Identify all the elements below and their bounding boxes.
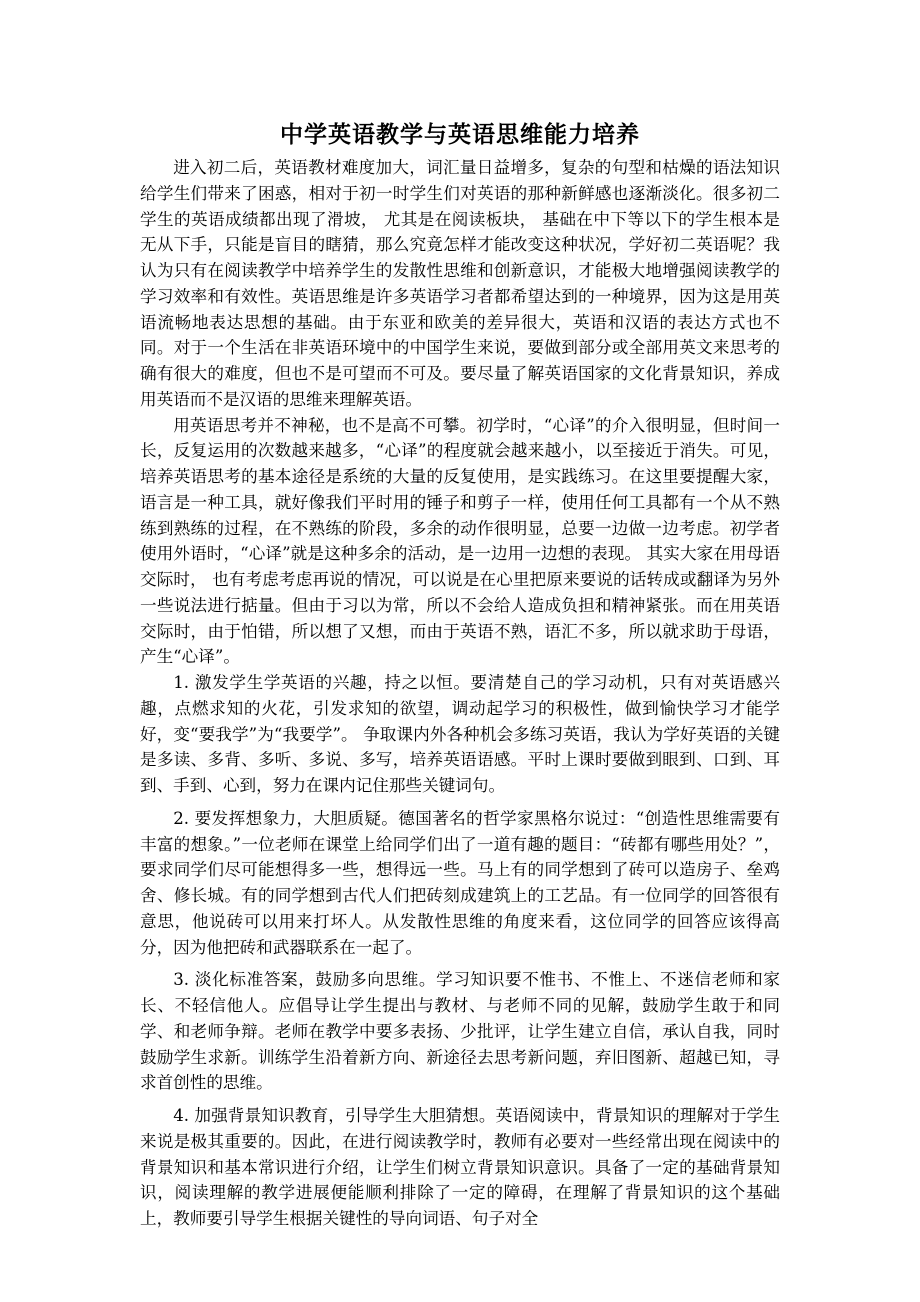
paragraph-point-2: 2. 要发挥想象力，大胆质疑。德国著名的哲学家黑格尔说过：“创造性思维需要有丰富的想象。”一位老师在课堂上给同学们出了一道有趣的题目：“砖都有哪些用处？”，要求同学们尽可能想得多一些，想得远一些。马上有的同学想到了砖可以造房子、垒鸡舍、修长城。有的同学想到古代人们把砖刻成建筑上的工艺品。有一位同学的回答很有意思，他说砖可以用来打坏人。从发散性思维的角度来看，这位同学的回答应该得高分，因为他把砖和武器联系在一起了。 xyxy=(140,808,780,957)
page-title: 中学英语教学与英语思维能力培养 xyxy=(280,122,640,148)
paragraph-point-3: 3. 淡化标准答案，鼓励多向思维。学习知识要不惟书、不惟上、不迷信老师和家长、不轻信他人。应倡导让学生提出与教材、与老师不同的见解，鼓励学生敢于和同学、和老师争辩。老师在教学中要多表扬、少批评，让学生建立自信，承认自我，同时鼓励学生求新。训练学生沿着新方向、新途径去思考新问题，弃旧图新、超越已知，寻求首创性的思维。 xyxy=(140,970,780,1093)
document-body xyxy=(140,118,780,1232)
paragraph-point-1: 1. 激发学生学英语的兴趣，持之以恒。要清楚自己的学习动机，只有对英语感兴趣，点燃求知的火花，引发求知的欲望，调动起学习的积极性，做到愉快学习才能学好，变“要我学”为“我要学”。 争取课内外各种机会多练习英语，我认为学好英语的关键是多读、多背、多听、多说、多写，培养英语语感。平时上课时要做到眼到、口到、耳到、手到、心到，努力在课内记住那些关键词句。 xyxy=(140,673,780,795)
paragraph-intro: 进入初二后，英语教材难度加大，词汇量日益增多，复杂的句型和枯燥的语法知识给学生们带来了困惑，相对于初一时学生们对英语的那种新鲜感也逐渐淡化。很多初二学生的英语成绩都出现了滑坡， 尤其是在阅读板块， 基础在中下等以下的学生根本是无从下手，只能是盲目的瞎猜，那么究竟怎样才能改变这种状况，学好初二英语呢？我认为只有在阅读教学中培养学生的发散性思维和创新意识，才能极大地增强阅读教学的学习效率和有效性。英语思维是许多英语学习者都希望达到的一种境界，因为这是用英语流畅地表达思想的基础。由于东亚和欧美的差异很大，英语和汉语的表达方式也不同。对于一个生活在非英语环境中的中国学生来说，要做到部分或全部用英文来思考的确有很大的难度，但也不是可望而不可及。要尽量了解英语国家的文化背景知识，养成用英语而不是汉语的思维来理解英语。 xyxy=(140,158,780,409)
paragraph-point-4: 4. 加强背景知识教育，引导学生大胆猜想。英语阅读中，背景知识的理解对于学生来说是极其重要的。因此，在进行阅读教学时，教师有必要对一些经常出现在阅读中的背景知识和基本常识进行介绍，让学生们树立背景知识意识。具备了一定的基础背景知识，阅读理解的教学进展便能顺利排除了一定的障碍，在理解了背景知识的这个基础上，教师要引导学生根据关键性的导向词语、句子对全 xyxy=(140,1106,780,1228)
paragraph-thinking-in-english: 用英语思考并不神秘，也不是高不可攀。初学时，“心译”的介入很明显，但时间一长，反复运用的次数越来越多，“心译”的程度就会越来越小，以至接近于消失。可见，培养英语思考的基本途径是系统的大量的反复使用，是实践练习。在这里要提醒大家，语言是一种工具，就好像我们平时用的锤子和剪子一样，使用任何工具都有一个从不熟练到熟练的过程，在不熟练的阶段，多余的动作很明显，总要一边做一边考虑。初学者使用外语时，“心译”就是这种多余的活动，是一边用一边想的表现。 其实大家在用母语交际时， 也有考虑考虑再说的情况，可以说是在心里把原来要说的话转成或翻译为另外一些说法进行掂量。但由于习以为常，所以不会给人造成负担和精神紧张。而在用英语交际时，由于怕错，所以想了又想，而由于英语不熟，语汇不多，所以就求助于母语，产生“心译”。 xyxy=(140,415,780,667)
